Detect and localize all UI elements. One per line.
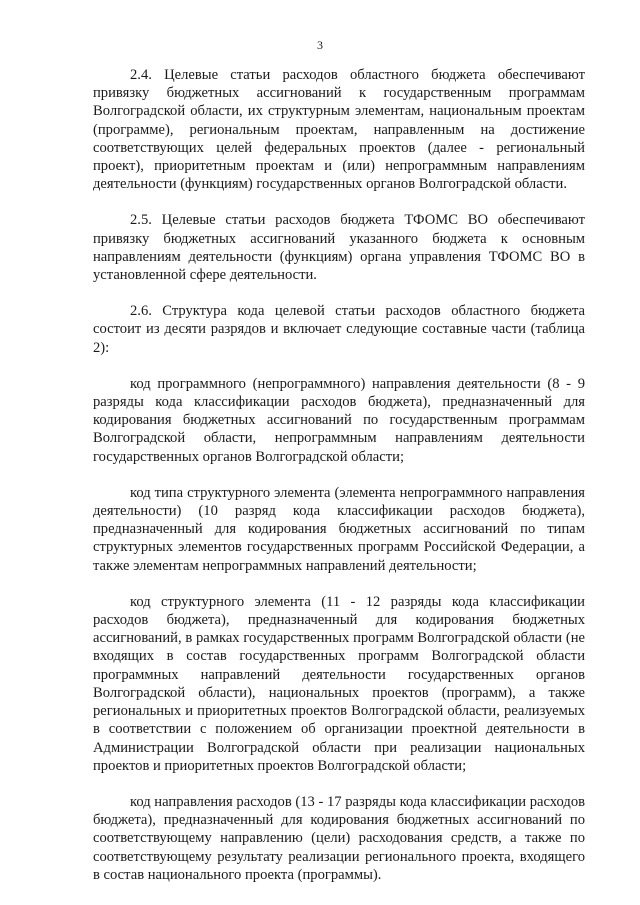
paragraph-2-6: 2.6. Структура кода целевой статьи расходов областного бюджета состоит из десяти разрядов и включает следующие составные части (таблица 2): (93, 303, 585, 356)
list-item-expense-direction-code: код направления расходов (13 - 17 разряды кода классификации расходов бюджета), предназначенный для кодирования бюджетных ассигнований по соответствующему направлению (цели) расходования средств, а также по соответствующему результату реализации регионального проекта, входящего в состав национального проекта (программы). (93, 793, 586, 883)
list-item-structural-type-code: код типа структурного элемента (элемента непрограммного направления деятельности) (10 разряд кода классификации расходов бюджета), предназначенный для кодирования бюджетных ассигнований по типам структурных элементов государственных программ Российской Федерации, а также элементам непрограммных направлений деятельности; (93, 484, 585, 574)
document-body (93, 66, 585, 902)
list-item-structural-element-code: код структурного элемента (11 - 12 разряды кода классификации расходов бюджета), предназначенный для кодирования бюджетных ассигнований, в рамках государственных программ Волгоградской области (не входящих в состав государственных программ Волгоградской области программных направлений деятельности государственных органов Волгоградской области), национальных проектов (программ), а также региональных и приоритетных проектов Волгоградской области, реализуемых в соответствии с положением об организации проектной деятельности в Администрации Волгоградской области при реализации национальных проектов и приоритетных проектов Волгоградской области; (93, 593, 585, 774)
paragraph-2-4: 2.4. Целевые статьи расходов областного бюджета обеспечивают привязку бюджетных ассигнований к государственным программам Волгоградской области, их структурным элементам, национальным проектам (программе), региональным проектам, направленным на достижение соответствующих целей федеральных проектов (далее - региональный проект), приоритетным проектам и (или) непрограммным направлениям деятельности (функциям) государственных органов Волгоградской области. (93, 67, 585, 193)
page-number: 3 (317, 38, 323, 52)
paragraph-2-5: 2.5. Целевые статьи расходов бюджета ТФОМС ВО обеспечивают привязку бюджетных ассигнований указанного бюджета к основным направлениям деятельности (функциям) органа управления ТФОМС ВО в установленной сфере деятельности. (93, 212, 585, 284)
list-item-program-code: код программного (непрограммного) направления деятельности (8 - 9 разряды кода классификации расходов бюджета), предназначенный для кодирования бюджетных ассигнований по государственным программам Волгоградской области, непрограммным направлениям деятельности государственных органов Волгоградской области; (93, 375, 585, 465)
